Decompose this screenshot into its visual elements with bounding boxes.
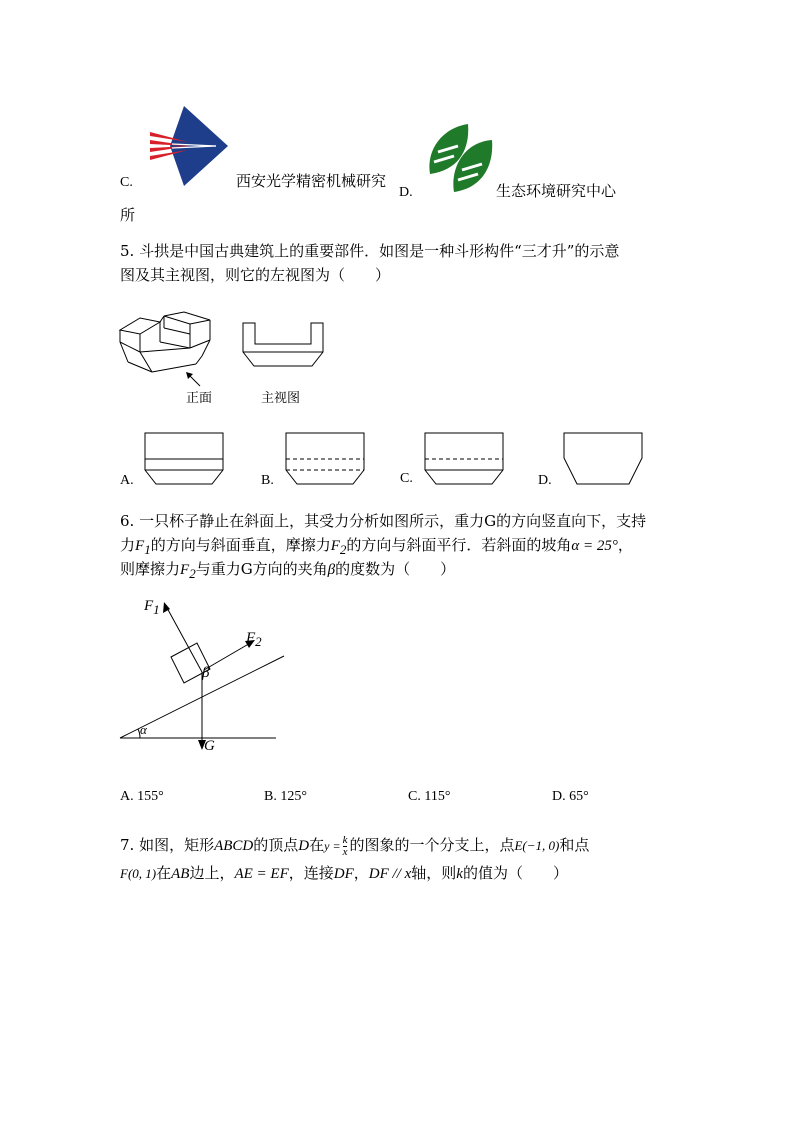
q5-option-c-label: C. [400, 471, 413, 486]
q5-option-b-figure [285, 432, 365, 486]
option-c-name: 西安光学精密机械研究 [236, 172, 387, 190]
q6-option-c: C. 115° [408, 789, 451, 804]
q5-option-d-label: D. [538, 473, 552, 488]
g-label: G [204, 738, 215, 754]
main-view-figure [242, 322, 324, 378]
q5-text-line2: 图及其主视图，则它的左视图为（ ） [120, 266, 391, 284]
q5-option-c-figure [424, 432, 504, 486]
q6-option-b: B. 125° [264, 789, 307, 804]
q6-option-d: D. 65° [552, 789, 589, 804]
beta-label: β [202, 665, 210, 681]
q5-text-line1: 5. 斗拱是中国古典建筑上的重要部件．如图是一种斗形构件“三才升”的示意 [120, 242, 620, 260]
option-d-label: D. [399, 185, 413, 200]
front-arrow [184, 370, 204, 390]
q5-option-a-figure [144, 432, 224, 486]
alpha-label: α [140, 722, 147, 737]
option-c-name-tail: 所 [120, 206, 136, 224]
q5-option-a-label: A. [120, 473, 134, 488]
q5-option-d-figure [563, 432, 643, 486]
f1-label: $F_1$ [144, 598, 160, 617]
q6-text-line3: 则摩擦力$F_2$与重力G方向的夹角β的度数为（ ） [120, 560, 456, 581]
option-d-name: 生态环境研究中心 [496, 182, 617, 200]
xian-optics-logo [148, 106, 230, 186]
q7-text-line1: 7. 如图，矩形ABCD的顶点D在y = $\frac{k}{x}$ 的图象的一个分支上，点E(−1, 0)和点 [120, 833, 590, 858]
f2-label: $F_2$ [246, 630, 262, 649]
main-view-label: 主视图 [261, 391, 301, 406]
q5-option-b-label: B. [261, 473, 274, 488]
option-c-label: C. [120, 175, 133, 190]
front-label: 正面 [186, 391, 213, 406]
q6-option-a: A. 155° [120, 789, 164, 804]
q6-text-line2: 力$F_1$的方向与斜面垂直，摩擦力$F_2$的方向与斜面平行．若斜面的坡角α = 25°， [120, 536, 633, 557]
leaf-logo [424, 122, 494, 194]
q6-text-line1: 6. 一只杯子静止在斜面上，其受力分析如图所示，重力G的方向竖直向下，支持 [120, 512, 647, 530]
fraction-k-over-x: $\frac{k}{x}$ [342, 833, 348, 858]
q7-text-line2: F(0, 1)在AB边上，AE = EF，连接DF，DF // x轴，则k的值为（ ） [120, 864, 568, 882]
